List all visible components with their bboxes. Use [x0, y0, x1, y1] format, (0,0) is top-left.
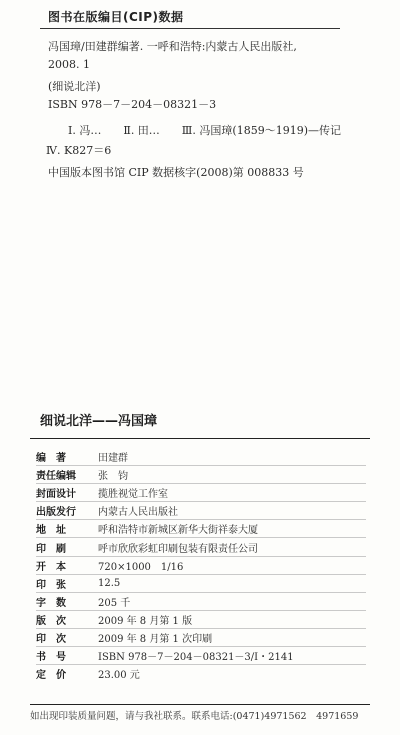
info-row-edition: [36, 611, 366, 629]
info-label: 编 著: [36, 453, 66, 465]
cip-subjects: Ⅰ. 冯… Ⅱ. 田… Ⅲ. 冯国璋(1859～1919)—传记: [68, 124, 341, 137]
footer-divider: [30, 704, 370, 705]
info-value: 田建群: [98, 453, 128, 465]
info-row-author: [36, 448, 366, 466]
info-value: 12.5: [98, 577, 121, 589]
info-value: 2009 年 8 月第 1 版: [98, 615, 193, 627]
info-row-printer: [36, 538, 366, 556]
cip-line-1: 冯国璋/田建群编著. 一呼和浩特:内蒙古人民出版社,: [48, 40, 297, 53]
publication-info-table: [36, 448, 366, 682]
cip-isbn: ISBN 978－7－204－08321－3: [48, 98, 217, 111]
cip-divider: [40, 28, 340, 29]
info-label: 印 刷: [36, 543, 66, 555]
info-value: ISBN 978－7－204－08321－3/I・2141: [98, 652, 294, 664]
info-row-isbn: [36, 647, 366, 665]
footer-contact-note: 如出现印装质量问题，请与我社联系。联系电话:(0471)4971562 4971659: [30, 711, 359, 722]
info-label: 版 次: [36, 615, 66, 627]
info-value: 呼市欣欣彩虹印刷包装有限责任公司: [98, 543, 258, 555]
info-label: 责任编辑: [36, 471, 76, 483]
info-row-sheets: [36, 575, 366, 593]
info-label: 开 本: [36, 561, 66, 573]
cip-record-number: 中国版本图书馆 CIP 数据核字(2008)第 008833 号: [48, 166, 304, 179]
info-value: 呼和浩特市新城区新华大街祥泰大厦: [98, 525, 258, 537]
cip-line-3: (细说北洋): [48, 80, 101, 93]
cip-heading: 图书在版编目(CIP)数据: [48, 10, 184, 24]
info-row-format: [36, 557, 366, 575]
info-row-cover-design: [36, 484, 366, 502]
title-divider: [30, 438, 370, 439]
info-value: 内蒙古人民出版社: [98, 507, 178, 519]
info-value: 揽胜视觉工作室: [98, 489, 168, 501]
info-row-word-count: [36, 593, 366, 611]
info-label: 封面设计: [36, 489, 76, 501]
book-title: 细说北洋——冯国璋: [40, 414, 158, 429]
info-value: 2009 年 8 月第 1 次印刷: [98, 633, 213, 645]
info-value: 720×1000 1/16: [98, 561, 184, 573]
info-label: 地 址: [36, 525, 66, 537]
info-value: 张 钧: [98, 471, 128, 483]
info-value: 205 千: [98, 597, 131, 609]
info-row-editor: [36, 466, 366, 484]
info-label: 字 数: [36, 597, 66, 609]
info-label: 印 次: [36, 633, 66, 645]
info-label: 定 价: [36, 670, 66, 682]
info-label: 书 号: [36, 652, 66, 664]
info-value: 23.00 元: [98, 670, 140, 682]
info-row-publisher: [36, 502, 366, 520]
info-label: 出版发行: [36, 507, 76, 519]
info-label: 印 张: [36, 579, 66, 591]
info-row-price: [36, 665, 366, 682]
cip-classification: Ⅳ. K827＝6: [46, 144, 112, 157]
info-row-address: [36, 520, 366, 538]
info-row-printing: [36, 629, 366, 647]
cip-line-2: 2008. 1: [48, 58, 90, 71]
